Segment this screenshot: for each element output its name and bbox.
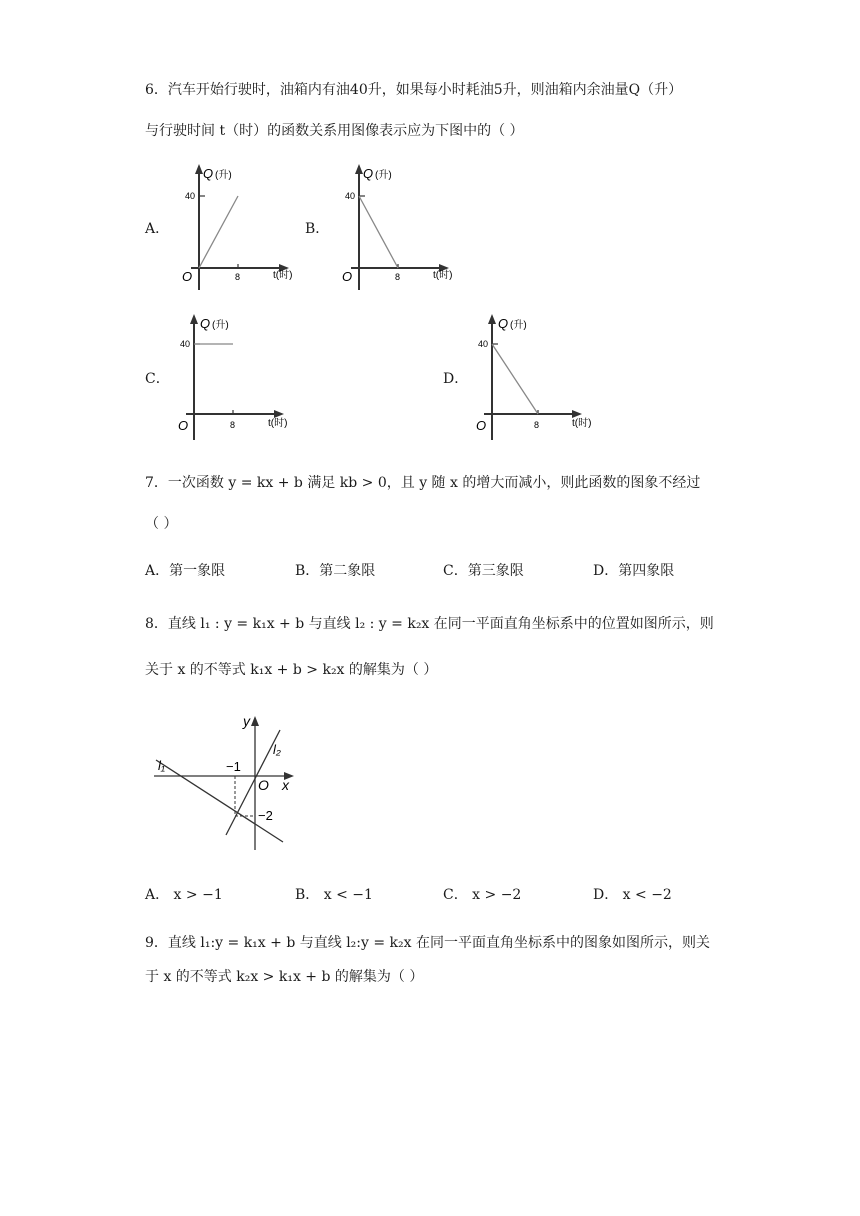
q7-option-b: B．第二象限	[295, 563, 376, 579]
q8-option-c: C． x > −2	[443, 887, 522, 903]
q6-a-x-tick: 8	[235, 272, 241, 282]
q7-text-line1: 7．一次函数 y = kx + b 满足 kb > 0，且 y 随 x 的增大而减小，则此函数的图象不经过	[145, 475, 701, 491]
q7-option-d: D．第四象限	[593, 563, 675, 579]
q6-a-y-tick: 40	[185, 191, 196, 201]
q7-text-line2: （ ）	[145, 516, 178, 532]
q8-text-line1: 8．直线 l₁ : y = k₁x + b 与直线 l₂ : y = k₂x 在同一平面直角坐标系中的位置如图所示，则	[145, 616, 714, 632]
q6-option-c-label: C．	[145, 371, 170, 387]
q6-c-y-unit: (升)	[212, 320, 229, 331]
q8-figure	[148, 712, 298, 862]
q6-option-d-label: D．	[443, 371, 469, 387]
q8-y-mark: −2	[258, 808, 273, 823]
q8-l2-label: l₂	[273, 742, 281, 757]
q6-b-y-unit: (升)	[375, 170, 392, 181]
q6-d-x-label: t(时)	[572, 418, 592, 429]
q8-option-b: B． x < −1	[295, 887, 373, 903]
q6-d-y-tick: 40	[478, 339, 489, 349]
q6-c-y-label: Q	[200, 316, 211, 331]
q8-option-d: D． x < −2	[593, 887, 672, 903]
q8-l1-label: l₁	[158, 758, 165, 773]
q6-graph-b	[335, 160, 465, 290]
q6-b-x-label: t(时)	[433, 270, 453, 281]
q6-a-x-label: t(时)	[273, 270, 293, 281]
q8-y-label: y	[243, 713, 250, 729]
q6-option-a-label: A．	[145, 221, 170, 237]
q6-a-y-unit: (升)	[215, 170, 232, 181]
q6-b-y-label: Q	[363, 166, 374, 181]
q9-text-line1: 9．直线 l₁:y = k₁x + b 与直线 l₂:y = k₂x 在同一平面直角坐标系中的图象如图所示，则关	[145, 935, 710, 951]
q8-x-mark: −1	[226, 759, 241, 774]
q6-a-origin: O	[182, 269, 193, 284]
q6-graph-a	[175, 160, 305, 290]
q6-graph-c	[170, 310, 300, 440]
q6-graph-d	[468, 310, 598, 440]
q6-d-y-label: Q	[498, 316, 509, 331]
q7-option-c: C．第三象限	[443, 563, 524, 579]
q8-text-line2: 关于 x 的不等式 k₁x + b > k₂x 的解集为（ ）	[145, 662, 438, 678]
q6-c-origin: O	[178, 418, 189, 433]
q6-b-x-tick: 8	[395, 272, 401, 282]
q6-c-x-label: t(时)	[268, 418, 288, 429]
q6-text-line1: 6．汽车开始行驶时，油箱内有油40升，如果每小时耗油5升，则油箱内余油量Q（升）	[145, 82, 683, 98]
q9-text-line2: 于 x 的不等式 k₂x > k₁x + b 的解集为（ ）	[145, 969, 424, 985]
q6-b-y-tick: 40	[345, 191, 356, 201]
q8-option-a: A． x > −1	[145, 887, 223, 903]
q7-option-a: A．第一象限	[145, 563, 226, 579]
q8-origin: O	[258, 777, 269, 793]
q6-c-x-tick: 8	[230, 420, 236, 430]
q6-a-y-label: Q	[203, 166, 214, 181]
q6-d-x-tick: 8	[534, 420, 540, 430]
q6-d-y-unit: (升)	[510, 320, 527, 331]
q6-text-line2: 与行驶时间 t（时）的函数关系用图像表示应为下图中的（ ）	[145, 123, 524, 139]
q6-c-y-tick: 40	[180, 339, 191, 349]
q6-b-origin: O	[342, 269, 353, 284]
q8-x-label: x	[282, 777, 289, 793]
q6-d-origin: O	[476, 418, 487, 433]
q6-option-b-label: B．	[305, 221, 330, 237]
